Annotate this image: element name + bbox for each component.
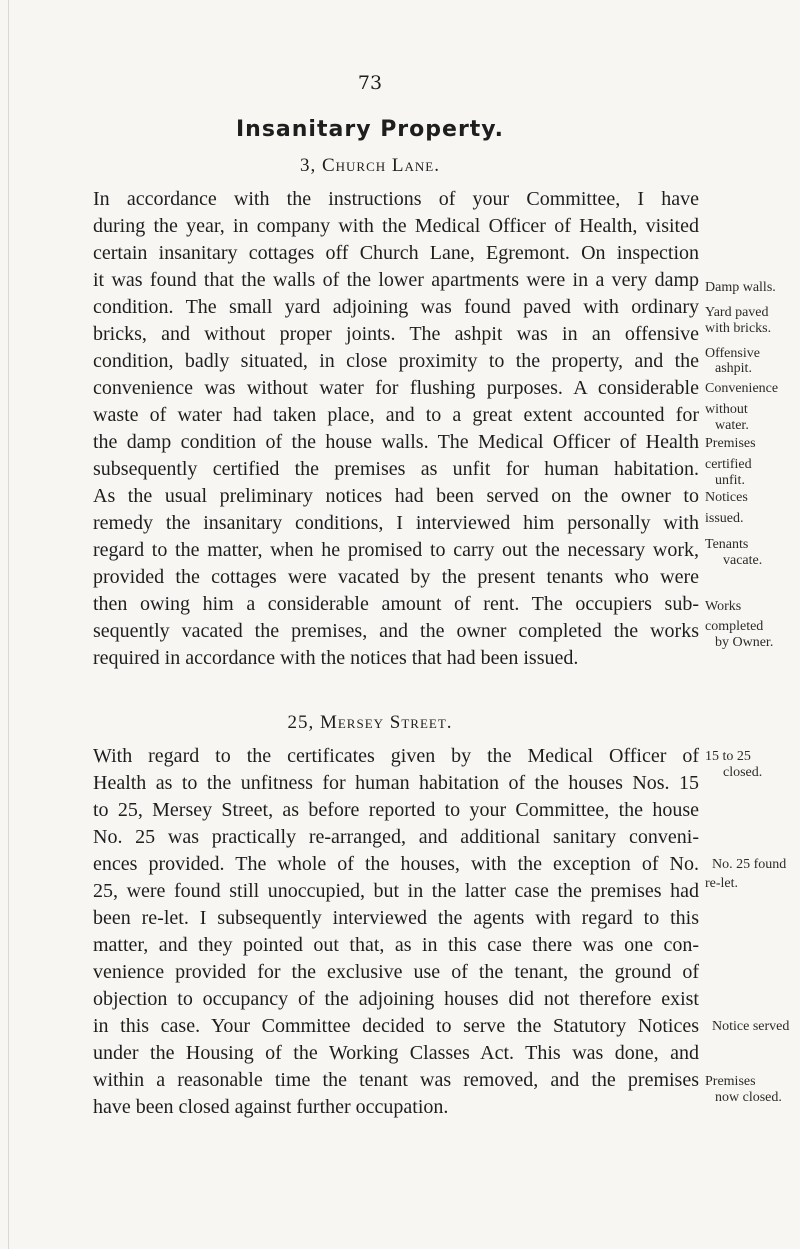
page-edge-shadow — [8, 0, 9, 1249]
margin-note: now closed. — [715, 1090, 782, 1105]
page-number: 73 — [357, 72, 383, 94]
margin-note: Convenience — [705, 381, 779, 396]
body-line: condition, badly situated, in close proximity to the property, and the — [93, 350, 699, 372]
margin-note: re-let. — [705, 876, 739, 891]
body-line: under the Housing of the Working Classes Act. This was done, and — [93, 1042, 699, 1064]
body-line: venience provided for the exclusive use of the tenant, the ground of — [93, 961, 699, 983]
body-line: to 25, Mersey Street, as before reported to your Committee, the house — [93, 799, 699, 821]
body-line: As the usual preliminary notices had been served on the owner to — [93, 485, 699, 507]
body-line: certain insanitary cottages off Church Lane, Egremont. On inspection — [93, 242, 699, 264]
body-line: it was found that the walls of the lower apartments were in a very damp — [93, 269, 699, 291]
margin-note: with bricks. — [705, 321, 772, 336]
body-line: during the year, in company with the Medical Officer of Health, visited — [93, 215, 699, 237]
margin-note: without — [705, 402, 748, 417]
margin-note: Damp walls. — [705, 280, 776, 295]
margin-note: Notice served — [712, 1019, 790, 1034]
margin-note: No. 25 found — [712, 857, 787, 872]
margin-note: Notices — [705, 490, 748, 505]
body-line: then owing him a considerable amount of rent. The occupiers sub- — [93, 593, 699, 615]
body-line: Health as to the unfitness for human habitation of the houses Nos. 15 — [93, 772, 699, 794]
margin-note: issued. — [705, 511, 744, 526]
body-line: No. 25 was practically re-arranged, and additional sanitary conveni- — [93, 826, 699, 848]
margin-note: Yard paved — [705, 305, 769, 320]
body-line: required in accordance with the notices that had been issued. — [93, 647, 579, 669]
page-title: Insanitary Property. — [235, 117, 504, 142]
margin-note: vacate. — [723, 553, 763, 568]
margin-note: completed — [705, 619, 764, 634]
body-line: been re-let. I subsequently interviewed the agents with regard to this — [93, 907, 699, 929]
margin-note: Premises — [705, 436, 756, 451]
body-line: have been closed against further occupation. — [93, 1096, 449, 1118]
margin-note: ashpit. — [715, 361, 752, 376]
body-line: subsequently certified the premises as unfit for human habitation. — [93, 458, 699, 480]
body-line: provided the cottages were vacated by the present tenants who were — [93, 566, 699, 588]
margin-note: Premises — [705, 1074, 756, 1089]
section-heading-mersey-street: 25, Mersey Street. — [287, 712, 453, 733]
margin-note: Offensive — [705, 346, 760, 361]
margin-note: by Owner. — [715, 635, 774, 650]
body-line: remedy the insanitary conditions, I interviewed him personally with — [93, 512, 699, 534]
body-line: regard to the matter, when he promised to carry out the necessary work, — [93, 539, 699, 561]
body-line: the damp condition of the house walls. The Medical Officer of Health — [93, 431, 699, 453]
margin-note: certified — [705, 457, 752, 472]
margin-note: water. — [715, 418, 749, 433]
body-line: condition. The small yard adjoining was found paved with ordinary — [93, 296, 699, 318]
body-line: in this case. Your Committee decided to serve the Statutory Notices — [93, 1015, 699, 1037]
body-line: waste of water had taken place, and to a great extent accounted for — [93, 404, 699, 426]
body-line: ences provided. The whole of the houses, with the exception of No. — [93, 853, 699, 875]
body-line: within a reasonable time the tenant was removed, and the premises — [93, 1069, 699, 1091]
body-line: In accordance with the instructions of your Committee, I have — [93, 188, 699, 210]
body-line: bricks, and without proper joints. The ashpit was in an offensive — [93, 323, 699, 345]
margin-note: 15 to 25 — [705, 749, 751, 764]
margin-note: Tenants — [705, 537, 749, 552]
body-line: matter, and they pointed out that, as in this case there was one con- — [93, 934, 699, 956]
body-line: sequently vacated the premises, and the owner completed the works — [93, 620, 699, 642]
margin-note: unfit. — [715, 473, 745, 488]
body-line: objection to occupancy of the adjoining houses did not therefore exist — [93, 988, 699, 1010]
margin-note: closed. — [723, 765, 763, 780]
margin-note: Works — [705, 599, 742, 614]
section-heading-church-lane: 3, Church Lane. — [299, 155, 440, 176]
body-line: 25, were found still unoccupied, but in the latter case the premises had — [93, 880, 699, 902]
body-line: With regard to the certificates given by the Medical Officer of — [93, 745, 699, 767]
body-line: convenience was without water for flushing purposes. A considerable — [93, 377, 699, 399]
